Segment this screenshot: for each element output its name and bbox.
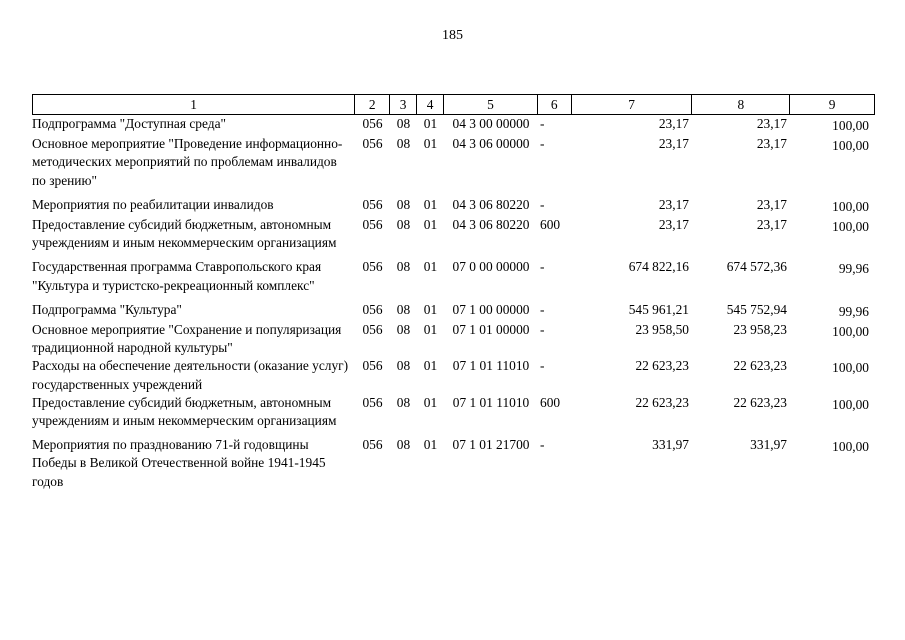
row-name: Основное мероприятие "Сохранение и популяризация традиционной народной культуры" (32, 322, 342, 356)
row-percent: 100,00 (832, 138, 869, 154)
row-expense-type: - (540, 437, 545, 453)
row-expense-type: 600 (540, 217, 561, 233)
row-section: 08 (396, 322, 411, 338)
header-col-8: 8 (692, 95, 790, 114)
row-planned: 23,17 (658, 196, 689, 212)
table-row (32, 436, 875, 491)
row-percent: 100,00 (832, 360, 869, 376)
row-expense-type: - (540, 259, 545, 275)
row-executed: 545 752,94 (726, 301, 787, 317)
row-code-ministry: 056 (362, 196, 383, 212)
row-section: 08 (396, 196, 411, 212)
row-code-ministry: 056 (362, 217, 383, 233)
row-expense-type: - (540, 358, 545, 374)
row-planned: 22 623,23 (635, 394, 689, 410)
header-col-9: 9 (828, 97, 836, 112)
row-name: Предоставление субсидий бюджетным, автономным учреждениям и иным некоммерческим организациям (32, 217, 337, 251)
row-percent: 99,96 (838, 303, 869, 319)
row-subsection: 01 (423, 322, 438, 338)
row-code-ministry: 056 (362, 358, 383, 374)
row-code-ministry: 056 (362, 301, 383, 317)
row-section: 08 (396, 437, 411, 453)
header-col-7: 7 (572, 95, 693, 114)
row-percent: 100,00 (832, 396, 869, 412)
row-percent: 100,00 (832, 324, 869, 340)
header-col-4: 4 (417, 95, 444, 114)
row-planned: 545 961,21 (628, 301, 689, 317)
row-code-ministry: 056 (362, 394, 383, 410)
row-percent: 100,00 (832, 219, 869, 235)
table-body (32, 115, 875, 491)
row-executed: 23,17 (756, 196, 787, 212)
table-row (32, 135, 875, 190)
row-name: Государственная программа Ставропольского края "Культура и туристско-рекреационный комплекс" (32, 259, 322, 293)
row-subsection: 01 (423, 358, 438, 374)
row-planned: 22 623,23 (635, 358, 689, 374)
row-name: Мероприятия по празднованию 71-й годовщины Победы в Великой Отечественной войне 1941-1945 годов (32, 437, 326, 489)
row-code-ministry: 056 (362, 136, 383, 152)
row-subsection: 01 (423, 136, 438, 152)
row-subsection: 01 (423, 196, 438, 212)
row-section: 08 (396, 301, 411, 317)
row-percent: 100,00 (832, 118, 869, 133)
row-name: Основное мероприятие "Проведение информационно-методических мероприятий по проблемам инвалидов по зрению" (32, 136, 343, 188)
header-col-6: 6 (538, 95, 572, 114)
row-percent: 99,96 (838, 261, 869, 277)
header-col-1: 1 (33, 95, 355, 114)
row-code-ministry: 056 (362, 322, 383, 338)
row-name: Расходы на обеспечение деятельности (оказание услуг) государственных учреждений (32, 358, 349, 392)
row-executed: 331,97 (750, 437, 787, 453)
row-subsection: 01 (423, 301, 438, 317)
row-section: 08 (396, 136, 411, 152)
table-row (32, 115, 875, 135)
row-executed: 23,17 (756, 136, 787, 152)
row-planned: 23 958,50 (635, 322, 689, 338)
row-name: Мероприятия по реабилитации инвалидов (32, 196, 274, 212)
row-percent: 100,00 (832, 439, 869, 455)
row-code-ministry: 056 (362, 259, 383, 275)
row-expense-type: - (540, 322, 545, 338)
row-executed: 23 958,23 (733, 322, 787, 338)
row-subsection: 01 (423, 259, 438, 275)
row-expense-type: - (540, 116, 545, 131)
row-expense-type: - (540, 136, 545, 152)
row-name: Подпрограмма "Доступная среда" (32, 116, 226, 131)
row-subsection: 01 (423, 394, 438, 410)
row-section: 08 (396, 259, 411, 275)
page-number: 185 (442, 28, 463, 43)
row-target-article: 04 3 06 80220 (452, 217, 530, 233)
row-expense-type: - (540, 301, 545, 317)
row-planned: 674 822,16 (628, 259, 689, 275)
row-target-article: 04 3 06 00000 (452, 136, 530, 152)
row-executed: 22 623,23 (733, 394, 787, 410)
row-subsection: 01 (423, 116, 438, 131)
row-subsection: 01 (423, 437, 438, 453)
row-section: 08 (396, 217, 411, 233)
row-target-article: 04 3 00 00000 (452, 116, 530, 131)
row-executed: 23,17 (756, 116, 787, 131)
row-planned: 23,17 (658, 136, 689, 152)
table-row (32, 196, 875, 216)
row-planned: 23,17 (658, 116, 689, 131)
row-section: 08 (396, 358, 411, 374)
header-col-2: 2 (355, 95, 390, 114)
row-code-ministry: 056 (362, 116, 383, 131)
row-target-article: 07 1 01 00000 (452, 322, 530, 338)
row-target-article: 07 1 01 11010 (452, 394, 530, 410)
row-target-article: 04 3 06 80220 (452, 196, 530, 212)
row-planned: 23,17 (658, 217, 689, 233)
row-executed: 22 623,23 (733, 358, 787, 374)
row-planned: 331,97 (652, 437, 689, 453)
header-col-5: 5 (444, 95, 538, 114)
table-row (32, 357, 875, 393)
table-row (32, 301, 875, 321)
row-target-article: 07 1 00 00000 (452, 301, 530, 317)
row-subsection: 01 (423, 217, 438, 233)
row-target-article: 07 1 01 21700 (452, 437, 530, 453)
row-percent: 100,00 (832, 198, 869, 214)
table-row (32, 216, 875, 252)
row-name: Подпрограмма "Культура" (32, 301, 182, 317)
row-executed: 23,17 (756, 217, 787, 233)
row-section: 08 (396, 394, 411, 410)
row-target-article: 07 1 01 11010 (452, 358, 530, 374)
table-header (32, 94, 875, 115)
table-row (32, 258, 875, 294)
header-col-3: 3 (390, 95, 417, 114)
row-target-article: 07 0 00 00000 (452, 259, 530, 275)
row-name: Предоставление субсидий бюджетным, автономным учреждениям и иным некоммерческим организациям (32, 394, 337, 429)
row-code-ministry: 056 (362, 437, 383, 453)
row-expense-type: 600 (540, 394, 561, 410)
row-expense-type: - (540, 196, 545, 212)
row-executed: 674 572,36 (726, 259, 787, 275)
row-section: 08 (396, 116, 411, 131)
table-row (32, 394, 875, 430)
table-row (32, 321, 875, 357)
